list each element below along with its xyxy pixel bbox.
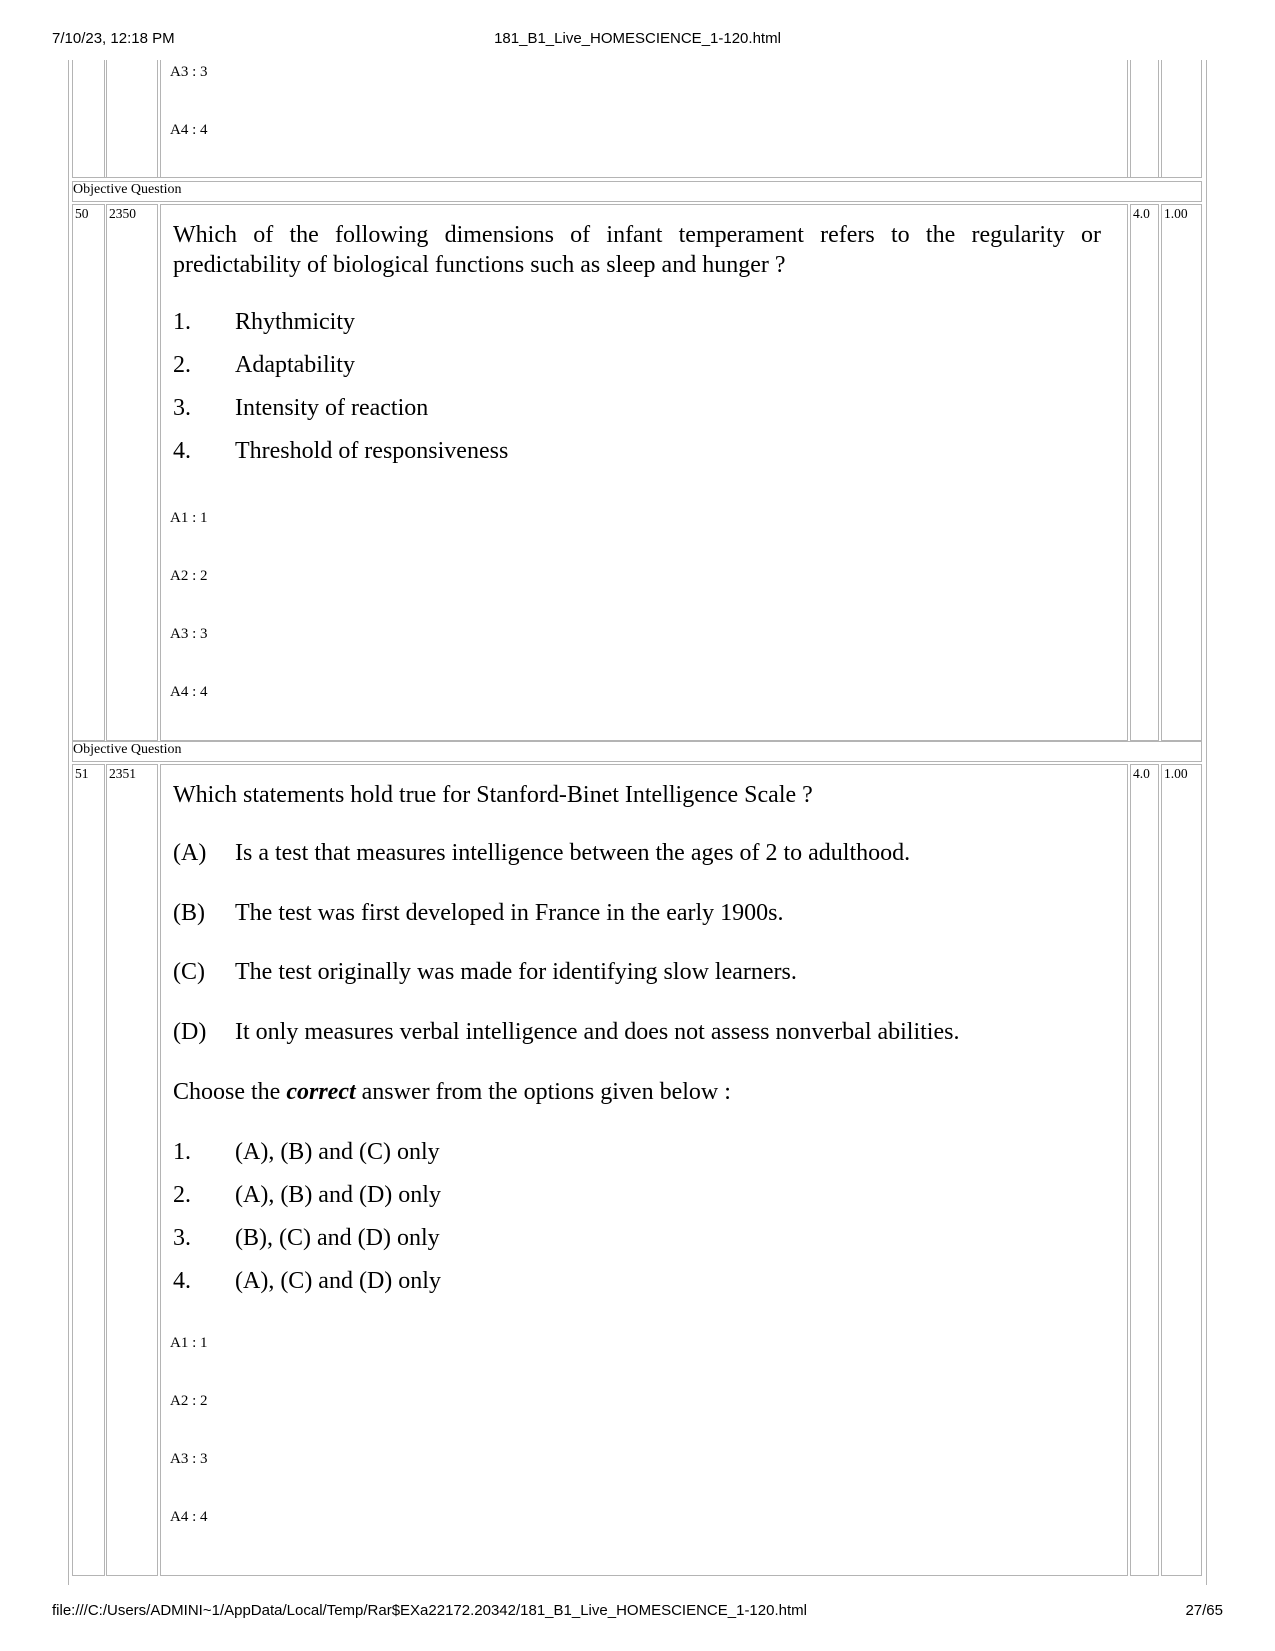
instruction-text: Choose the xyxy=(173,1079,287,1105)
cell-border xyxy=(106,60,107,177)
answer-key: A2 : 2 xyxy=(170,568,208,584)
statement-label: (A) xyxy=(173,840,207,866)
option-number: 2. xyxy=(173,352,191,378)
section-label: Objective Question xyxy=(73,742,182,757)
table-outer-right xyxy=(1206,60,1207,1585)
cell-border xyxy=(1201,60,1202,177)
option-item xyxy=(173,309,355,336)
option-text: Intensity of reaction xyxy=(235,395,429,421)
statement-text: It only measures verbal intelligence and does not assess nonverbal abilities. xyxy=(235,1019,960,1045)
option-text: (A), (B) and (D) only xyxy=(235,1182,441,1208)
table-outer-left xyxy=(68,60,69,1585)
option-item xyxy=(173,1182,441,1209)
option-number: 1. xyxy=(173,309,191,335)
print-page-number: 27/65 xyxy=(1185,1602,1223,1619)
option-number: 4. xyxy=(173,1268,191,1294)
question-number-cell xyxy=(72,204,105,741)
question-negative-marks: 1.00 xyxy=(1164,206,1188,221)
answer-key: A1 : 1 xyxy=(170,1335,208,1351)
section-label-cell xyxy=(72,181,1202,202)
option-text: (B), (C) and (D) only xyxy=(235,1225,440,1251)
answer-instruction xyxy=(173,1079,731,1106)
answer-key: A3 : 3 xyxy=(170,1451,208,1467)
question-id-cell xyxy=(106,764,158,1576)
option-item xyxy=(173,1268,441,1295)
answer-key: A4 : 4 xyxy=(170,684,208,700)
section-label: Objective Question xyxy=(73,182,182,197)
print-datetime: 7/10/23, 12:18 PM xyxy=(52,30,175,47)
question-id: 2351 xyxy=(109,766,136,781)
statement-label: (D) xyxy=(173,1019,207,1045)
option-number: 2. xyxy=(173,1182,191,1208)
answer-key: A1 : 1 xyxy=(170,510,208,526)
print-file-path: file:///C:/Users/ADMINI~1/AppData/Local/Temp/Rar$EXa22172.20342/181_B1_Live_HOMESCIENCE_1-120.html xyxy=(52,1602,807,1619)
option-item xyxy=(173,395,428,422)
cell-border xyxy=(1161,60,1162,177)
option-item xyxy=(173,1225,440,1252)
row-border xyxy=(72,177,1202,178)
question-number-cell xyxy=(72,764,105,1576)
option-item xyxy=(173,352,355,379)
question-id-cell xyxy=(106,204,158,741)
section-label-cell xyxy=(72,741,1202,762)
option-text: Adaptability xyxy=(235,352,355,378)
statement-text: Is a test that measures intelligence between the ages of 2 to adulthood. xyxy=(235,840,911,866)
cell-border xyxy=(1127,60,1128,177)
option-number: 3. xyxy=(173,395,191,421)
print-doc-title: 181_B1_Live_HOMESCIENCE_1-120.html xyxy=(494,30,781,47)
statement-item xyxy=(173,900,784,927)
option-number: 1. xyxy=(173,1139,191,1165)
answer-key: A2 : 2 xyxy=(170,1393,208,1409)
question-negative-marks: 1.00 xyxy=(1164,766,1188,781)
option-number: 3. xyxy=(173,1225,191,1251)
marks-cell xyxy=(1130,764,1159,1576)
negative-marks-cell xyxy=(1161,764,1202,1576)
statement-item xyxy=(173,959,797,986)
option-text: (A), (C) and (D) only xyxy=(235,1268,441,1294)
statement-item xyxy=(173,1019,959,1046)
cell-border xyxy=(1158,60,1159,177)
cell-border xyxy=(104,60,105,177)
marks-cell xyxy=(1130,204,1159,741)
question-number: 50 xyxy=(75,206,89,221)
answer-key: A3 : 3 xyxy=(170,64,208,80)
statement-label: (C) xyxy=(173,959,205,985)
negative-marks-cell xyxy=(1161,204,1202,741)
question-id: 2350 xyxy=(109,206,136,221)
statement-text: The test originally was made for identifying slow learners. xyxy=(235,959,797,985)
option-text: (A), (B) and (C) only xyxy=(235,1139,440,1165)
question-body-cell xyxy=(160,204,1128,741)
cell-border xyxy=(72,60,73,177)
option-item xyxy=(173,438,508,465)
answer-key: A3 : 3 xyxy=(170,626,208,642)
question-marks: 4.0 xyxy=(1133,766,1150,781)
option-number: 4. xyxy=(173,438,191,464)
question-number: 51 xyxy=(75,766,89,781)
statement-label: (B) xyxy=(173,900,205,926)
question-marks: 4.0 xyxy=(1133,206,1150,221)
question-text: Which of the following dimensions of infant temperament refers to the regularity or predictability of biological functions such as sleep and hunger ? xyxy=(173,222,1101,278)
answer-key: A4 : 4 xyxy=(170,122,208,138)
option-text: Threshold of responsiveness xyxy=(235,438,509,464)
option-item xyxy=(173,1139,440,1166)
cell-border xyxy=(1130,60,1131,177)
question-body-cell xyxy=(160,764,1128,1576)
answer-key: A4 : 4 xyxy=(170,1509,208,1525)
instruction-emphasis: correct xyxy=(286,1079,356,1105)
instruction-text: answer from the options given below : xyxy=(355,1079,731,1105)
cell-border xyxy=(157,60,158,177)
question-text: Which statements hold true for Stanford-Binet Intelligence Scale ? xyxy=(173,782,813,808)
cell-border xyxy=(160,60,161,177)
option-text: Rhythmicity xyxy=(235,309,355,335)
statement-text: The test was first developed in France in the early 1900s. xyxy=(235,900,784,926)
statement-item xyxy=(173,840,910,867)
